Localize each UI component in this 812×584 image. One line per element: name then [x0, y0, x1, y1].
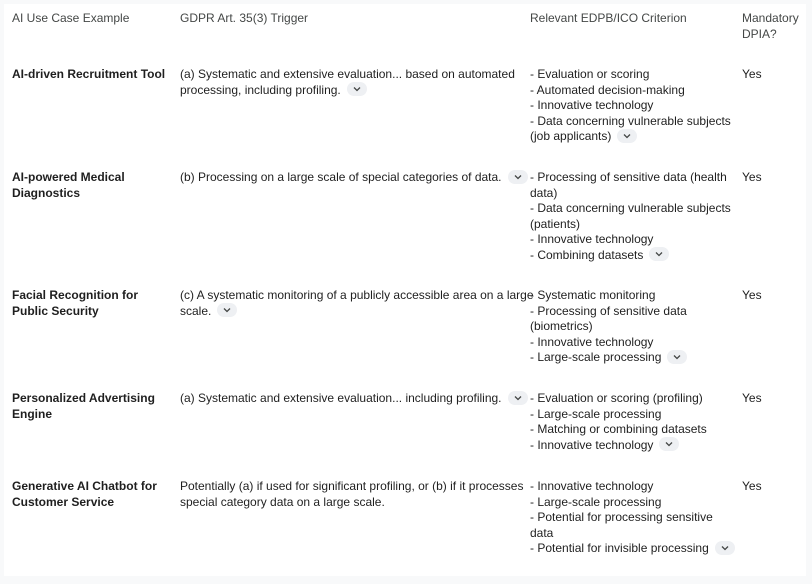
expand-chevron-icon[interactable] — [508, 391, 528, 405]
header-use-case: AI Use Case Example — [12, 11, 130, 25]
expand-chevron-icon[interactable] — [217, 303, 237, 317]
row-use-case: Personalized Advertising Engine — [12, 391, 155, 421]
row-criteria: - Processing of sensitive data (health data) - Data concerning vulnerable subjects (patients) - Innovative technology - Combining datasets — [530, 170, 731, 262]
row-mandatory: Yes — [742, 67, 762, 81]
expand-chevron-icon[interactable] — [715, 541, 735, 555]
row-trigger: (a) Systematic and extensive evaluation... based on automated processing, including profiling. — [180, 67, 515, 97]
dpia-table — [4, 4, 806, 576]
header-trigger: GDPR Art. 35(3) Trigger — [180, 11, 309, 25]
row-use-case: AI-driven Recruitment Tool — [12, 67, 166, 81]
row-mandatory: Yes — [742, 479, 762, 493]
expand-chevron-icon[interactable] — [659, 437, 679, 451]
header-mandatory-dpia: Mandatory DPIA? — [742, 11, 799, 41]
expand-chevron-icon[interactable] — [617, 129, 637, 143]
expand-chevron-icon[interactable] — [667, 350, 687, 364]
row-criteria: - Evaluation or scoring - Automated decision-making - Innovative technology - Data concerning vulnerable subjects (job applicants) — [530, 67, 731, 143]
header-criterion: Relevant EDPB/ICO Criterion — [530, 11, 687, 25]
row-trigger: (c) A systematic monitoring of a publicly accessible area on a large scale. — [180, 288, 534, 318]
row-criteria: - Innovative technology - Large-scale processing - Potential for processing sensitive data - Potential for invisible processing — [530, 479, 735, 557]
row-trigger: Potentially (a) if used for significant profiling, or (b) if it processes special category data on a large scale. — [180, 479, 524, 509]
row-trigger: (a) Systematic and extensive evaluation... including profiling. — [180, 391, 528, 407]
row-trigger: (b) Processing on a large scale of special categories of data. — [180, 170, 528, 186]
expand-chevron-icon[interactable] — [508, 170, 528, 184]
row-criteria: - Systematic monitoring - Processing of sensitive data (biometrics) - Innovative technology - Large-scale processing — [530, 288, 687, 364]
row-criteria: - Evaluation or scoring (profiling) - Large-scale processing - Matching or combining datasets - Innovative technology — [530, 391, 707, 452]
row-mandatory: Yes — [742, 288, 762, 302]
row-use-case: Generative AI Chatbot for Customer Service — [12, 479, 157, 509]
row-mandatory: Yes — [742, 170, 762, 184]
row-use-case: Facial Recognition for Public Security — [12, 288, 139, 318]
row-mandatory: Yes — [742, 391, 762, 405]
expand-chevron-icon[interactable] — [347, 82, 367, 96]
row-use-case: AI-powered Medical Diagnostics — [12, 170, 125, 200]
expand-chevron-icon[interactable] — [649, 247, 669, 261]
